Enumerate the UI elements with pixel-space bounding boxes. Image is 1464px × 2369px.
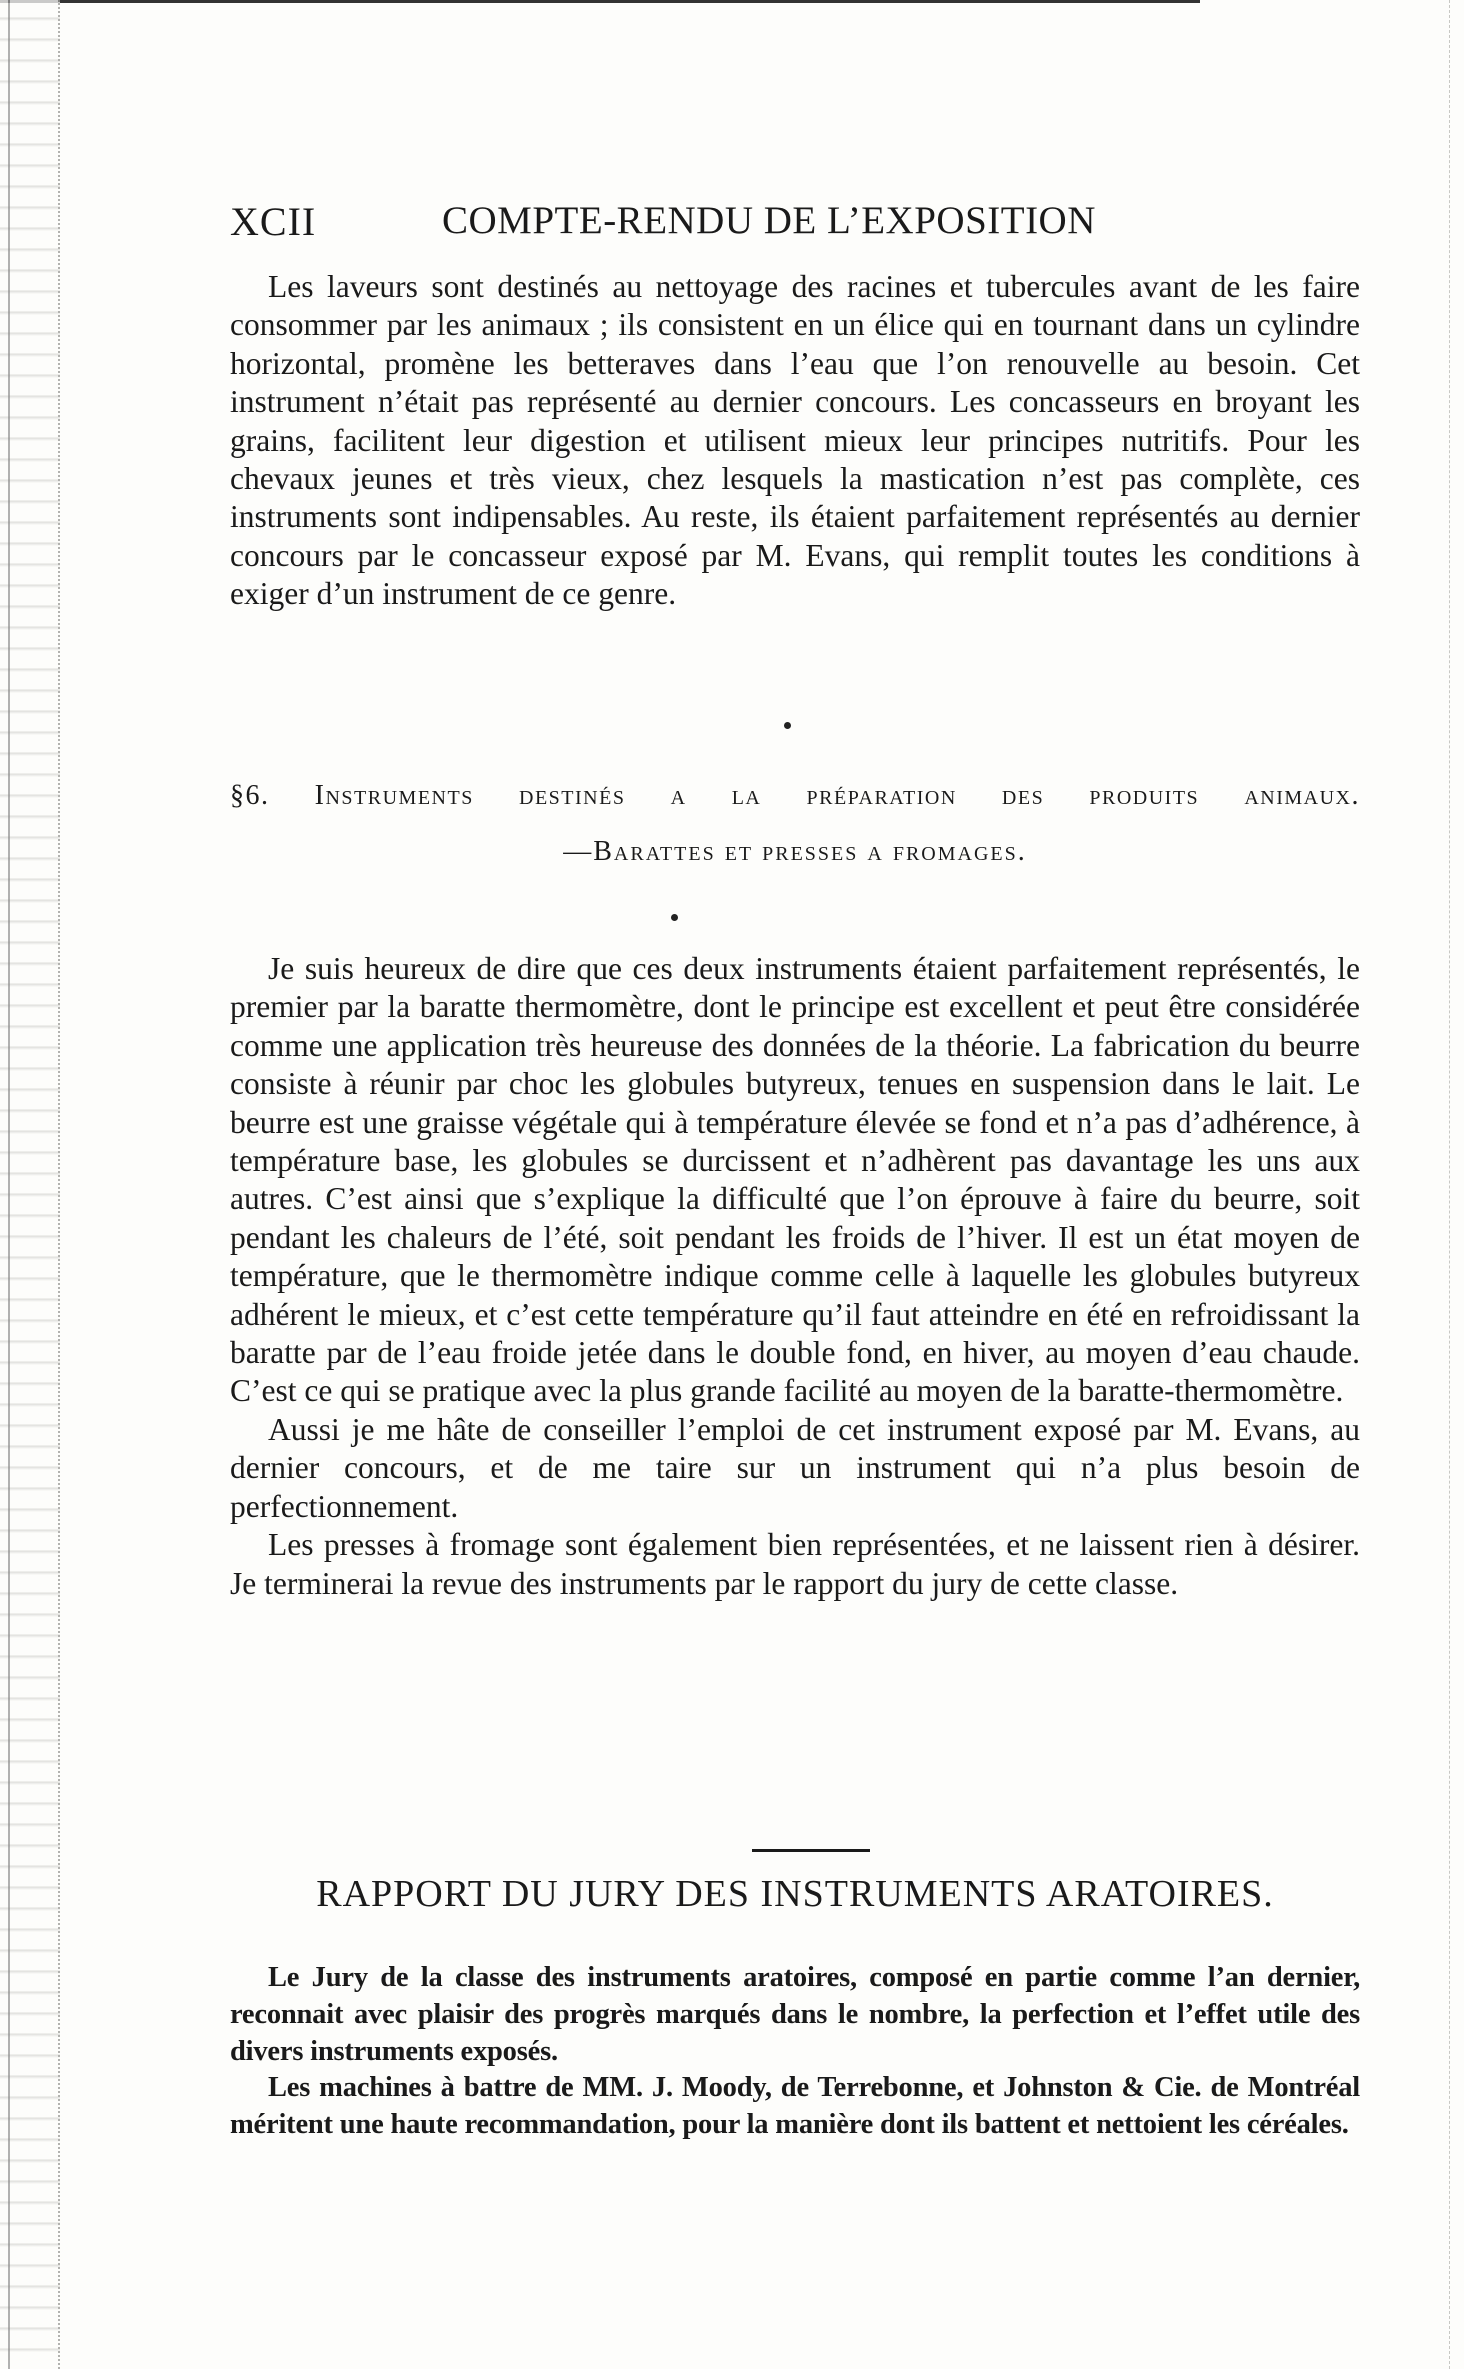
section-paragraph: Aussi je me hâte de conseiller l’emploi de cet instrument exposé par M. Evans, au dernier concours, et de me taire sur un instrument qui n’a plus besoin de perfectionnement. (230, 1411, 1360, 1524)
section-text-block (230, 950, 1360, 1603)
page-top-edge (0, 0, 1200, 3)
running-head (230, 198, 1130, 250)
separator-rule (752, 1849, 870, 1852)
section-subheading: —Barattes et presses a fromages. (563, 836, 1027, 867)
report-text-block (230, 1960, 1360, 2144)
ornament-dot (671, 914, 678, 921)
report-paragraph: Le Jury de la classe des instruments aratoires, composé en partie comme l’an dernier, reconnait avec plaisir des progrès marqués dans le nombre, la perfection et l’effet utile des divers instruments exposés. (230, 1962, 1360, 2067)
intro-paragraph: Les laveurs sont destinés au nettoyage des racines et tubercules avant de les faire consommer par les animaux ; ils consistent en un élice qui en tournant dans un cylindre horizontal, promène les betteraves dans l’eau que l’on renouvelle au besoin. Cet instrument n’était pas représenté au dernier concours. Les concasseurs en broyant les grains, facilitent leur digestion et utilisent mieux leur principes nutritifs. Pour les chevaux jeunes et très vieux, chez lesquels la mastication n’est pas complète, ces instruments sont indipensables. Au reste, ils étaient parfaitement représentés au dernier concours par le concasseur exposé par M. Evans, qui remplit toutes les conditions à exiger d’un instrument de ce genre. (230, 269, 1360, 612)
section-paragraph: Je suis heureux de dire que ces deux instruments étaient parfaitement représentés, le premier par la baratte thermomètre, dont le principe est excellent et peut être considérée comme une application très heureuse des données de la théorie. La fabrication du beurre consiste à réunir par choc les globules butyreux, tenues en suspension dans le lait. Le beurre est une graisse végétale qui à température élevée se fond et n’a pas d’adhérence, à température base, les globules se durcissent et n’adhèrent pas davantage les uns aux autres. C’est ainsi que s’explique la difficulté que l’on éprouve à faire du beurre, soit pendant les chaleurs de l’été, soit pendant les froids de l’hiver. Il est un état moyen de température, que le thermomètre indique comme celle à laquelle les globules butyreux adhérent le mieux, et c’est cette température qu’il faut atteindre en été en refroidissant la baratte par de l’eau froide jetée dans le double fond, en hiver, au moyen d’eau chaude. C’est ce qui se pratique avec la plus grande facilité au moyen de la baratte-thermomètre. (230, 951, 1360, 1409)
page-binding-edge (0, 0, 60, 2369)
report-title: RAPPORT DU JURY DES INSTRUMENTS ARATOIRES. (316, 1873, 1274, 1915)
running-head-title: COMPTE-RENDU DE L’EXPOSITION (442, 199, 1096, 242)
report-paragraph: Les machines à battre de MM. J. Moody, de Terrebonne, et Johnston & Cie. de Montréal méritent une haute recommandation, pour la manière dont ils battent et nettoient les céréales. (230, 2072, 1360, 2141)
section-paragraph: Les presses à fromage sont également bien représentées, et ne laissent rien à désirer. Je terminerai la revue des instruments par le rapport du jury de cette classe. (230, 1527, 1360, 1601)
section-heading: §6. Instruments destinés a la préparation des produits animaux. (230, 780, 1360, 811)
intro-text-block (230, 268, 1360, 614)
ornament-dot (784, 722, 791, 729)
page-folio: XCII (230, 199, 317, 244)
page-right-edge (1448, 0, 1450, 2369)
